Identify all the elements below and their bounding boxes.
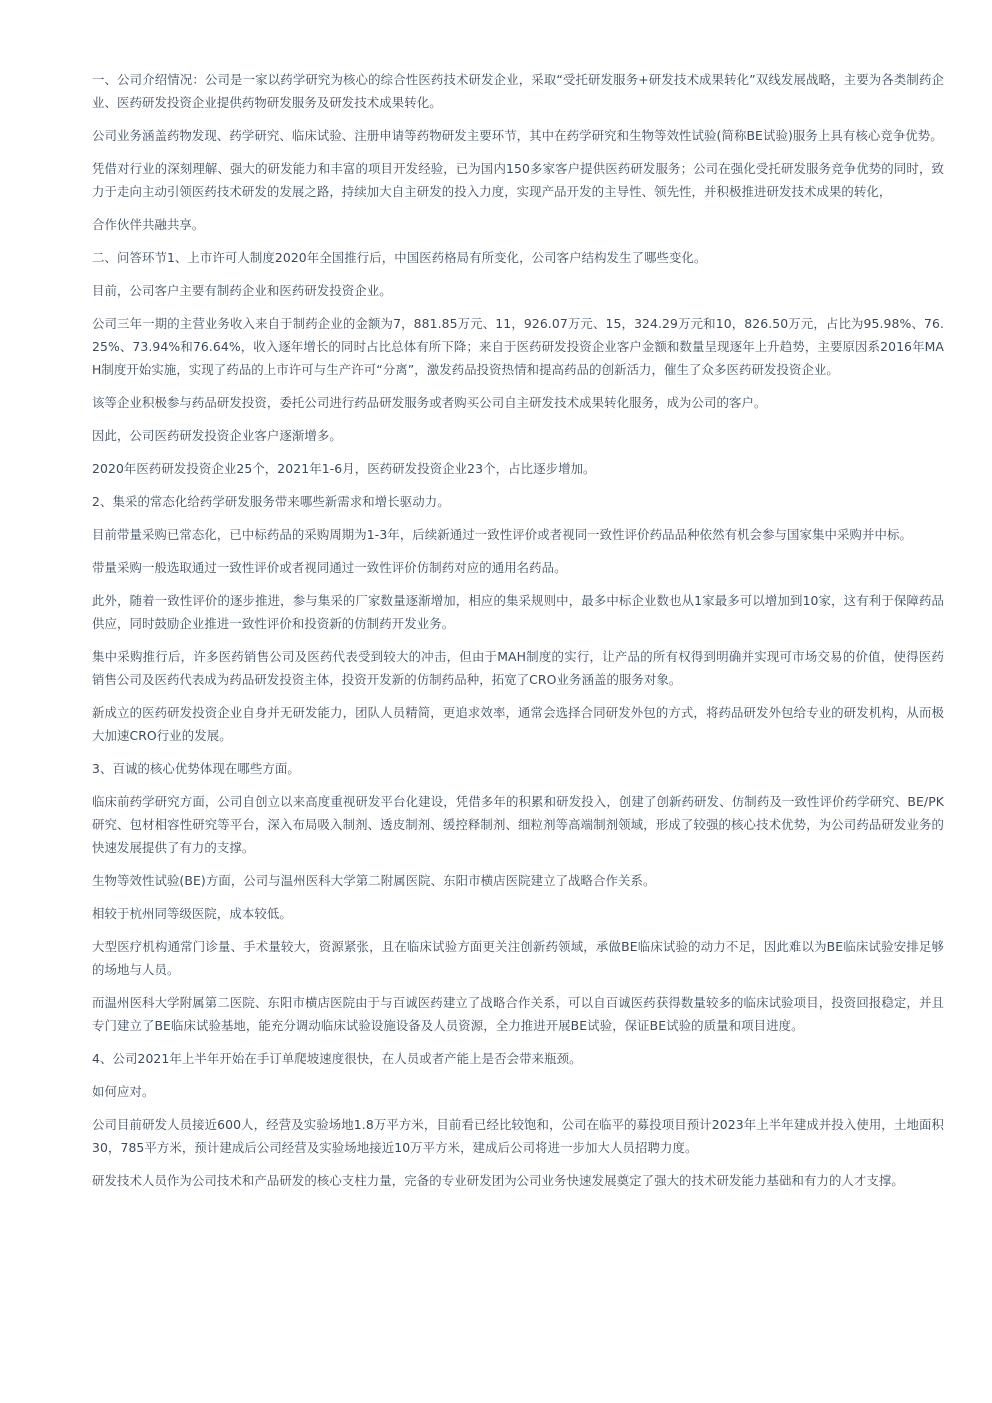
paragraph-client-counts: 2020年医药研发投资企业25个，2021年1-6月，医药研发投资企业23个，占比逐步增加。: [92, 461, 596, 476]
paragraph-investment-clients: 该等企业积极参与药品研发投资，委托公司进行药品研发服务或者购买公司自主研发技术成果转化服务，成为公司的客户。: [92, 395, 767, 410]
paragraph-be-base: 而温州医科大学附属第二医院、东阳市横店医院由于与百诚医药建立了战略合作关系，可以自百诚医药获得数量较多的临床试验项目，投资回报稳定，并且专门建立了BE临床试验基地，能充分调动临床试验设施设备及人员资源，全力推进开展BE试验，保证BE试验的质量和项目进度。: [92, 995, 944, 1033]
paragraph-cro-outsourcing: 新成立的医药研发投资企业自身并无研发能力，团队人员精简，更追求效率，通常会选择合同研发外包的方式，将药品研发外包给专业的研发机构，从而极大加速CRO行业的发展。: [92, 705, 944, 743]
paragraph-qa-1-answer: 目前，公司客户主要有制药企业和医药研发投资企业。: [92, 283, 392, 298]
paragraph-qa-3-question: 3、百诚的核心优势体现在哪些方面。: [92, 761, 300, 776]
paragraph-qa-1-question: 二、问答环节1、上市许可人制度2020年全国推行后，中国医药格局有所变化，公司客户结构发生了哪些变化。: [92, 250, 707, 265]
paragraph-partners: 合作伙伴共融共享。: [92, 217, 205, 232]
paragraph-be-partnership: 生物等效性试验(BE)方面，公司与温州医科大学第二附属医院、东阳市横店医院建立了战略合作关系。: [92, 873, 656, 888]
paragraph-rd-experience: 凭借对行业的深刻理解、强大的研发能力和丰富的项目开发经验，已为国内150多家客户提供医药研发服务；公司在强化受托研发服务竞争优势的同时，致力于走向主动引领医药技术研发的发展之路，持续加大自主研发的投入力度，实现产品开发的主导性、领先性，并积极推进研发技术成果的转化，: [92, 161, 944, 199]
paragraph-mah-impact: 集中采购推行后，许多医药销售公司及医药代表受到较大的冲击，但由于MAH制度的实行，让产品的所有权得到明确并实现可市场交易的价值，使得医药销售公司及医药代表成为药品研发投资主体，投资开发新的仿制药品种，拓宽了CRO业务涵盖的服务对象。: [92, 649, 944, 687]
paragraph-business-scope: 公司业务涵盖药物发现、药学研究、临床试验、注册申请等药物研发主要环节，其中在药学研究和生物等效性试验(简称BE试验)服务上具有核心竞争优势。: [92, 128, 943, 143]
paragraph-revenue-figures: 公司三年一期的主营业务收入来自于制药企业的金额为7，881.85万元、11，926.07万元、15，324.29万元和10，826.50万元，占比为95.98%、76.25%、73.94%和76.64%，收入逐年增长的同时占比总体有所下降；来自于医药研发投资企业客户金额和数量呈现逐年上升趋势，主要原因系2016年MAH制度开始实施，实现了药品的上市许可与生产许可“分离”，激发药品投资热情和提高药品的创新活力，催生了众多医药研发投资企业。: [92, 316, 944, 377]
paragraph-cost-advantage: 相较于杭州同等级医院，成本较低。: [92, 906, 292, 921]
paragraph-large-hospitals: 大型医疗机构通常门诊量、手术量较大，资源紧张，且在临床试验方面更关注创新药领域，承做BE临床试验的动力不足，因此难以为BE临床试验安排足够的场地与人员。: [92, 939, 944, 977]
paragraph-qa-2-question: 2、集采的常态化给药学研发服务带来哪些新需求和增长驱动力。: [92, 494, 450, 509]
paragraph-talent-support: 研发技术人员作为公司技术和产品研发的核心支柱力量，完备的专业研发团为公司业务快速发展奠定了强大的技术研发能力基础和有力的人才支撑。: [92, 1173, 904, 1188]
paragraph-capacity-plan: 公司目前研发人员接近600人，经营及实验场地1.8万平方米，目前看已经比较饱和，公司在临平的募投项目预计2023年上半年建成并投入使用，土地面积30，785平方米，预计建成后公司经营及实验场地接近10万平方米，建成后公司将进一步加大人员招聘力度。: [92, 1117, 944, 1155]
paragraph-consistency-evaluation: 此外，随着一致性评价的逐步推进，参与集采的厂家数量逐渐增加，相应的集采规则中，最多中标企业数也从1家最多可以增加到10家，这有利于保障药品供应，同时鼓励企业推进一致性评价和投资新的仿制药开发业务。: [92, 593, 944, 631]
paragraph-preclinical-platform: 临床前药学研究方面，公司自创立以来高度重视研发平台化建设，凭借多年的积累和研发投入，创建了创新药研发、仿制药及一致性评价药学研究、BE/PK研究、包材相容性研究等平台，深入布局吸入制剂、透皮制剂、缓控释制剂、细粒剂等高端制剂领域，形成了较强的核心技术优势，为公司药品研发业务的快速发展提供了有力的支撑。: [92, 794, 944, 855]
paragraph-company-intro: 一、公司介绍情况：公司是一家以药学研究为核心的综合性医药技术研发企业，采取“受托研发服务+研发技术成果转化”双线发展战略，主要为各类制药企业、医药研发投资企业提供药物研发服务及研发技术成果转化。: [92, 72, 944, 110]
paragraph-how-to-respond: 如何应对。: [92, 1084, 155, 1099]
paragraph-generic-selection: 带量采购一般选取通过一致性评价或者视同通过一致性评价仿制药对应的通用名药品。: [92, 560, 567, 575]
paragraph-client-growth: 因此，公司医药研发投资企业客户逐渐增多。: [92, 428, 342, 443]
paragraph-volume-procurement: 目前带量采购已常态化，已中标药品的采购周期为1-3年，后续新通过一致性评价或者视同一致性评价药品品种依然有机会参与国家集中采购并中标。: [92, 527, 912, 542]
paragraph-qa-4-question: 4、公司2021年上半年开始在手订单爬坡速度很快，在人员或者产能上是否会带来瓶颈。: [92, 1051, 582, 1066]
